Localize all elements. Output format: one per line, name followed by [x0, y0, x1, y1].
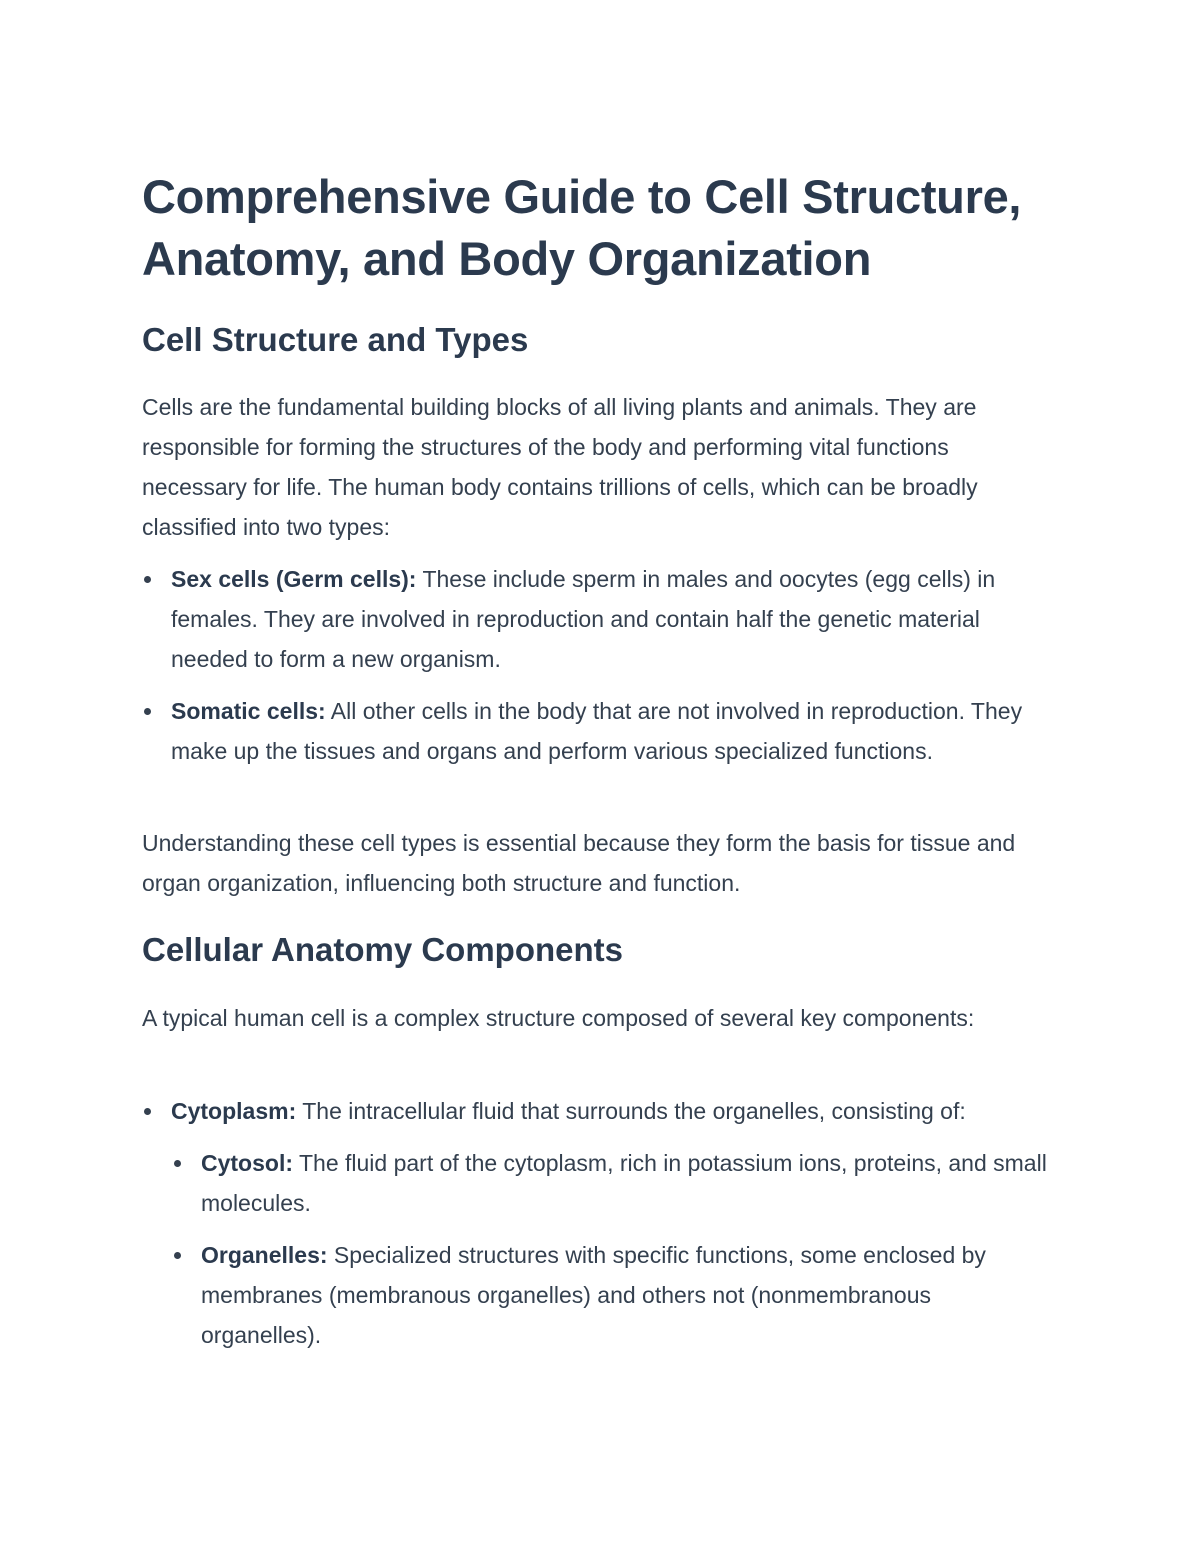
list-item: [142, 1091, 1057, 1355]
list-item: [142, 691, 1057, 771]
sub-list-item-text: The fluid part of the cytoplasm, rich in potassium ions, proteins, and small molecules.: [201, 1150, 1047, 1216]
cell-components-list: [142, 1091, 1057, 1355]
section-intro-paragraph: Cells are the fundamental building blocks of all living plants and animals. They are responsible for forming the structures of the body and performing vital functions necessary for life. The human body contains trillions of cells, which can be broadly classified into two types:: [142, 394, 978, 540]
bullet-icon: [144, 576, 151, 583]
section-intro-paragraph: A typical human cell is a complex structure composed of several key components:: [142, 1005, 975, 1031]
list-item-text: These include sperm in males and oocytes (egg cells) in females. They are involved in reproduction and contain half the genetic material needed to form a new organism.: [171, 566, 996, 672]
bullet-icon: [174, 1160, 181, 1167]
sub-list-item: [142, 1143, 1057, 1223]
list-item-term: Somatic cells:: [171, 698, 326, 724]
cytoplasm-sublist: [142, 1143, 1057, 1355]
sub-list-item: [142, 1235, 1057, 1355]
list-item-term: Sex cells (Germ cells):: [171, 566, 417, 592]
bullet-icon: [144, 708, 151, 715]
sub-list-item-term: Organelles:: [201, 1242, 328, 1268]
section-outro-paragraph: Understanding these cell types is essential because they form the basis for tissue and organ organization, influencing both structure and function.: [142, 830, 1016, 896]
list-item-term: Cytoplasm:: [171, 1098, 297, 1124]
list-item-text: All other cells in the body that are not involved in reproduction. They make up the tissues and organs and perform various specialized functions.: [171, 698, 1023, 764]
bullet-icon: [174, 1252, 181, 1259]
cell-types-list: [142, 559, 1057, 771]
page-title: Comprehensive Guide to Cell Structure, Anatomy, and Body Organization: [142, 170, 1022, 285]
list-item-text: The intracellular fluid that surrounds the organelles, consisting of:: [296, 1098, 966, 1124]
sub-list-item-text: Specialized structures with specific functions, some enclosed by membranes (membranous organelles) and others not (nonmembranous organelles).: [201, 1242, 986, 1348]
sub-list-item-term: Cytosol:: [201, 1150, 293, 1176]
bullet-icon: [144, 1108, 151, 1115]
section-heading-cell-structure: Cell Structure and Types: [142, 321, 529, 358]
list-item: [142, 559, 1057, 679]
section-heading-cellular-anatomy: Cellular Anatomy Components: [142, 931, 623, 968]
